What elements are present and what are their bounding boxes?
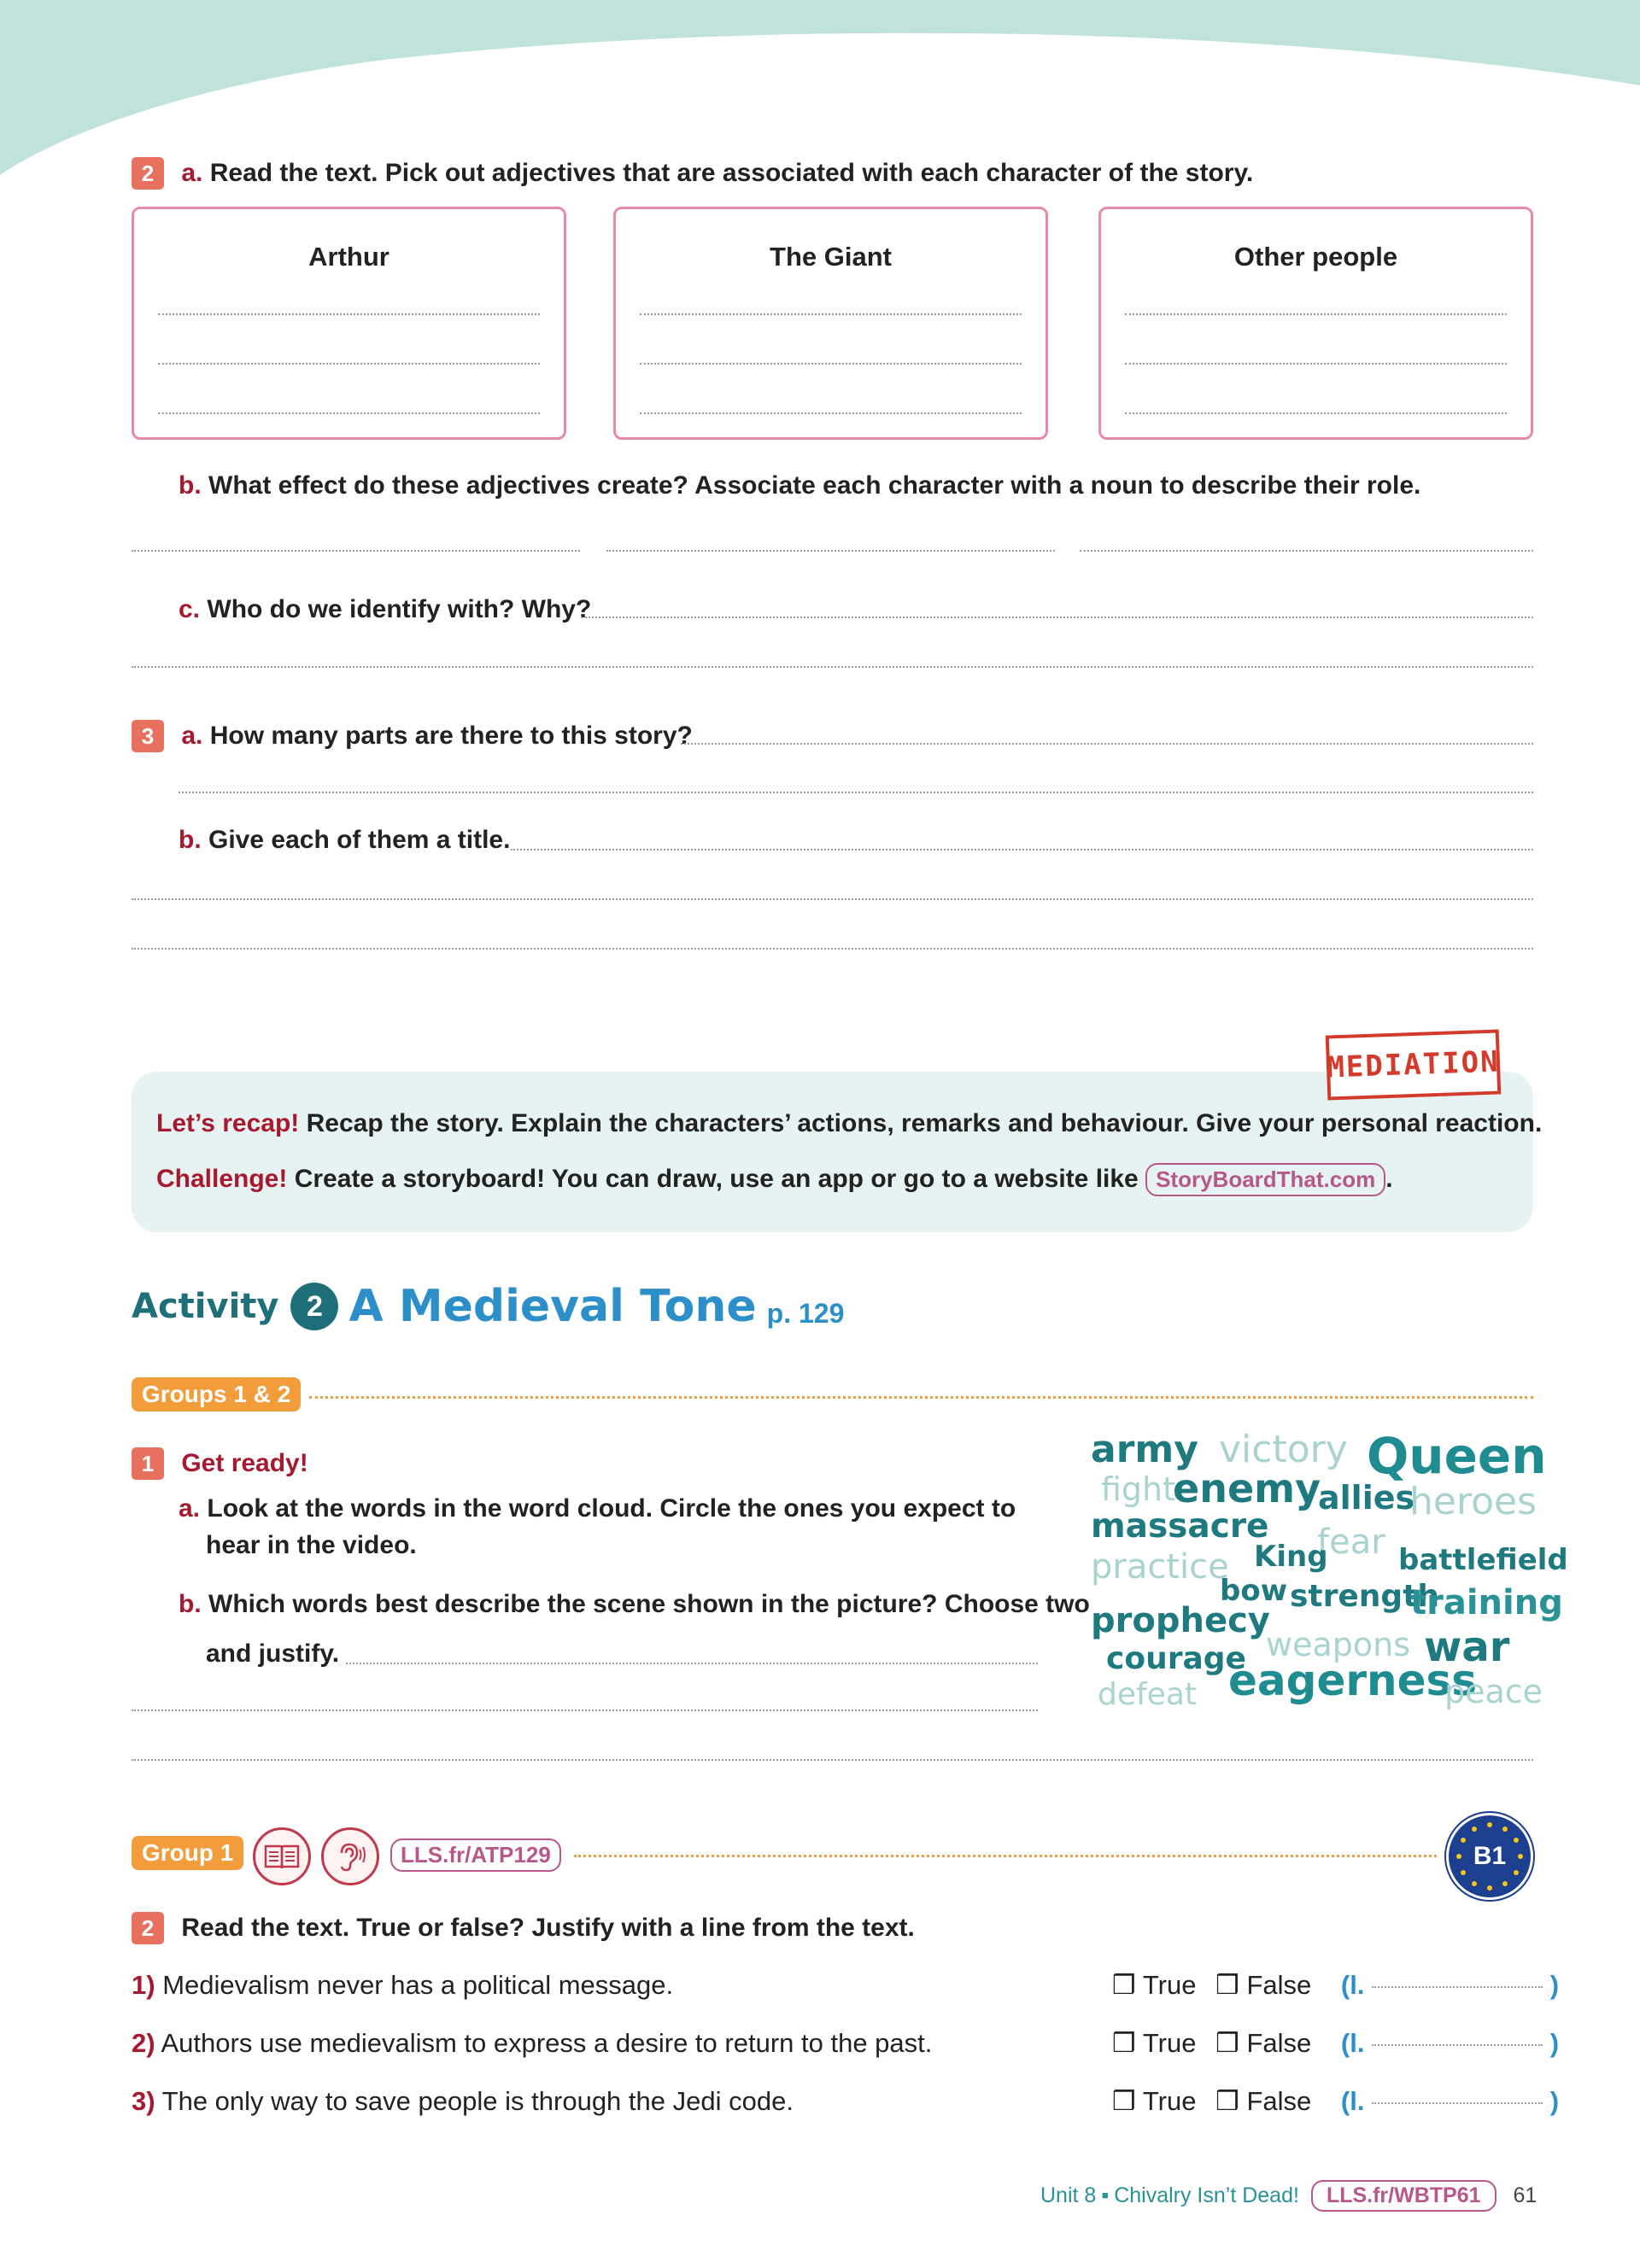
answer-line[interactable] xyxy=(1125,412,1507,414)
true-false-1: ❒ True ❒ False (l. ) xyxy=(1112,1970,1560,2000)
q3-number: 3 xyxy=(132,720,164,752)
get-ready-b: b. Which words best describe the scene shown in the picture? Choose two xyxy=(179,1590,1090,1618)
word-peace[interactable]: peace xyxy=(1444,1673,1543,1710)
activity-label: Activity xyxy=(132,1287,279,1326)
answer-line[interactable] xyxy=(606,550,1055,552)
word-fear[interactable]: fear xyxy=(1317,1523,1385,1562)
word-eagerness[interactable]: eagerness xyxy=(1228,1656,1478,1705)
answer-line[interactable] xyxy=(132,1710,1038,1711)
line-ref-input[interactable] xyxy=(1372,1986,1543,1988)
answer-line[interactable] xyxy=(158,313,540,315)
box-title: Other people xyxy=(1233,242,1398,272)
answer-line[interactable] xyxy=(640,313,1022,315)
q2-a: 2 a. Read the text. Pick out adjectives that are associated with each character of the story. xyxy=(132,157,1253,190)
answer-line[interactable] xyxy=(179,792,1533,793)
section-divider xyxy=(309,1396,1533,1399)
word-strength[interactable]: strength xyxy=(1290,1579,1440,1614)
word-training[interactable]: training xyxy=(1410,1583,1563,1622)
word-queen[interactable]: Queen xyxy=(1367,1427,1547,1485)
word-fight[interactable]: fight xyxy=(1101,1470,1176,1508)
answer-line[interactable] xyxy=(1125,363,1507,365)
word-weapons[interactable]: weapons xyxy=(1266,1626,1410,1663)
section-divider xyxy=(574,1855,1437,1857)
ear-icon[interactable] xyxy=(321,1827,379,1885)
answer-line[interactable] xyxy=(1125,313,1507,315)
get-ready-a-2: hear in the video. xyxy=(206,1531,417,1559)
word-allies[interactable]: allies xyxy=(1318,1479,1415,1517)
line-ref-input[interactable] xyxy=(1372,2044,1543,2046)
recap-box xyxy=(132,1072,1533,1232)
statement-1: 1) Medievalism never has a political message. xyxy=(132,1970,674,2000)
storyboardthat-link[interactable]: StoryBoardThat.com xyxy=(1145,1163,1385,1196)
group1-q2: 2 Read the text. True or false? Justify with a line from the text. xyxy=(132,1912,915,1944)
word-massacre[interactable]: massacre xyxy=(1091,1507,1269,1546)
false-checkbox[interactable]: ❒ False xyxy=(1215,1970,1312,2000)
box-arthur xyxy=(132,207,566,440)
header-wave xyxy=(0,0,1640,179)
true-false-3: ❒ True ❒ False (l. ) xyxy=(1112,2086,1560,2116)
answer-line[interactable] xyxy=(640,363,1022,365)
word-bow[interactable]: bow xyxy=(1220,1574,1288,1608)
true-checkbox[interactable]: ❒ True xyxy=(1112,2086,1197,2116)
groups-1-2-badge: Groups 1 & 2 xyxy=(132,1377,301,1412)
true-checkbox[interactable]: ❒ True xyxy=(1112,1970,1197,2000)
box-giant xyxy=(613,207,1048,440)
activity-title: A Medieval Tone xyxy=(348,1281,757,1332)
answer-line[interactable] xyxy=(158,363,540,365)
activity-heading xyxy=(132,1281,844,1332)
q2-c: c. Who do we identify with? Why? xyxy=(179,595,592,623)
mediation-stamp: MEDIATION xyxy=(1326,1029,1502,1100)
box-other-people xyxy=(1098,207,1533,440)
q2-number: 2 xyxy=(132,157,164,190)
false-checkbox[interactable]: ❒ False xyxy=(1215,2028,1312,2058)
word-heroes[interactable]: heroes xyxy=(1409,1480,1537,1523)
open-book-icon[interactable] xyxy=(253,1827,311,1885)
q3-a: 3 a. How many parts are there to this story? xyxy=(132,720,693,752)
answer-line[interactable] xyxy=(346,1663,1038,1664)
cefr-b1-badge: B1 xyxy=(1446,1813,1533,1900)
word-prophecy[interactable]: prophecy xyxy=(1091,1601,1270,1640)
answer-line[interactable] xyxy=(132,550,580,552)
statement-3: 3) The only way to save people is through the Jedi code. xyxy=(132,2086,794,2116)
true-false-2: ❒ True ❒ False (l. ) xyxy=(1112,2028,1560,2058)
footer: Unit 8 ▪ Chivalry Isn’t Dead! LLS.fr/WBTP61 61 xyxy=(1040,2180,1537,2212)
atp129-link[interactable]: LLS.fr/ATP129 xyxy=(390,1838,561,1872)
answer-line[interactable] xyxy=(681,743,1533,745)
footer-link[interactable]: LLS.fr/WBTP61 xyxy=(1311,2180,1496,2212)
word-victory[interactable]: victory xyxy=(1219,1428,1348,1471)
get-ready-a: a. Look at the words in the word cloud. Circle the ones you expect to xyxy=(179,1494,1016,1523)
word-cloud xyxy=(1085,1422,1568,1721)
atp129-link-wrap xyxy=(390,1838,561,1872)
activity-page: p. 129 xyxy=(766,1297,845,1329)
answer-line[interactable] xyxy=(132,948,1533,950)
word-defeat[interactable]: defeat xyxy=(1098,1677,1197,1712)
word-enemy[interactable]: enemy xyxy=(1173,1465,1321,1511)
get-ready: 1 Get ready! xyxy=(132,1447,308,1480)
word-king[interactable]: King xyxy=(1254,1540,1328,1574)
get-ready-b-2: and justify. xyxy=(206,1640,340,1668)
lets-recap: Let’s recap! Recap the story. Explain the characters’ actions, remarks and behaviour. Give your personal reaction. xyxy=(156,1109,1543,1137)
word-army[interactable]: army xyxy=(1091,1428,1198,1471)
answer-line[interactable] xyxy=(640,412,1022,414)
challenge: Challenge! Create a storyboard! You can draw, use an app or go to a website like StoryBoardThat.com . xyxy=(156,1163,1393,1196)
true-checkbox[interactable]: ❒ True xyxy=(1112,2028,1197,2058)
word-practice[interactable]: practice xyxy=(1091,1547,1229,1587)
answer-line[interactable] xyxy=(132,898,1533,900)
answer-line[interactable] xyxy=(581,617,1533,618)
footer-chapter: Chivalry Isn’t Dead! xyxy=(1114,2183,1299,2207)
box-title: The Giant xyxy=(770,242,892,272)
answer-line[interactable] xyxy=(132,666,1533,668)
answer-line[interactable] xyxy=(132,1759,1533,1761)
q3-b: b. Give each of them a title. xyxy=(179,826,511,854)
group-1-badge: Group 1 xyxy=(132,1836,243,1870)
answer-line[interactable] xyxy=(1080,550,1533,552)
q2-b: b. What effect do these adjectives create? Associate each character with a noun to describe their role. xyxy=(179,471,1421,500)
box-title: Arthur xyxy=(308,242,390,272)
line-ref-input[interactable] xyxy=(1372,2102,1543,2104)
answer-line[interactable] xyxy=(158,412,540,414)
word-courage[interactable]: courage xyxy=(1106,1641,1246,1676)
answer-line[interactable] xyxy=(511,849,1533,850)
false-checkbox[interactable]: ❒ False xyxy=(1215,2086,1312,2116)
statement-2: 2) Authors use medievalism to express a desire to return to the past. xyxy=(132,2028,933,2058)
word-battlefield[interactable]: battlefield xyxy=(1398,1543,1568,1577)
activity-number: 2 xyxy=(290,1283,338,1330)
word-war[interactable]: war xyxy=(1424,1623,1510,1671)
footer-unit: Unit 8 xyxy=(1040,2183,1097,2207)
page-number: 61 xyxy=(1513,2183,1538,2207)
